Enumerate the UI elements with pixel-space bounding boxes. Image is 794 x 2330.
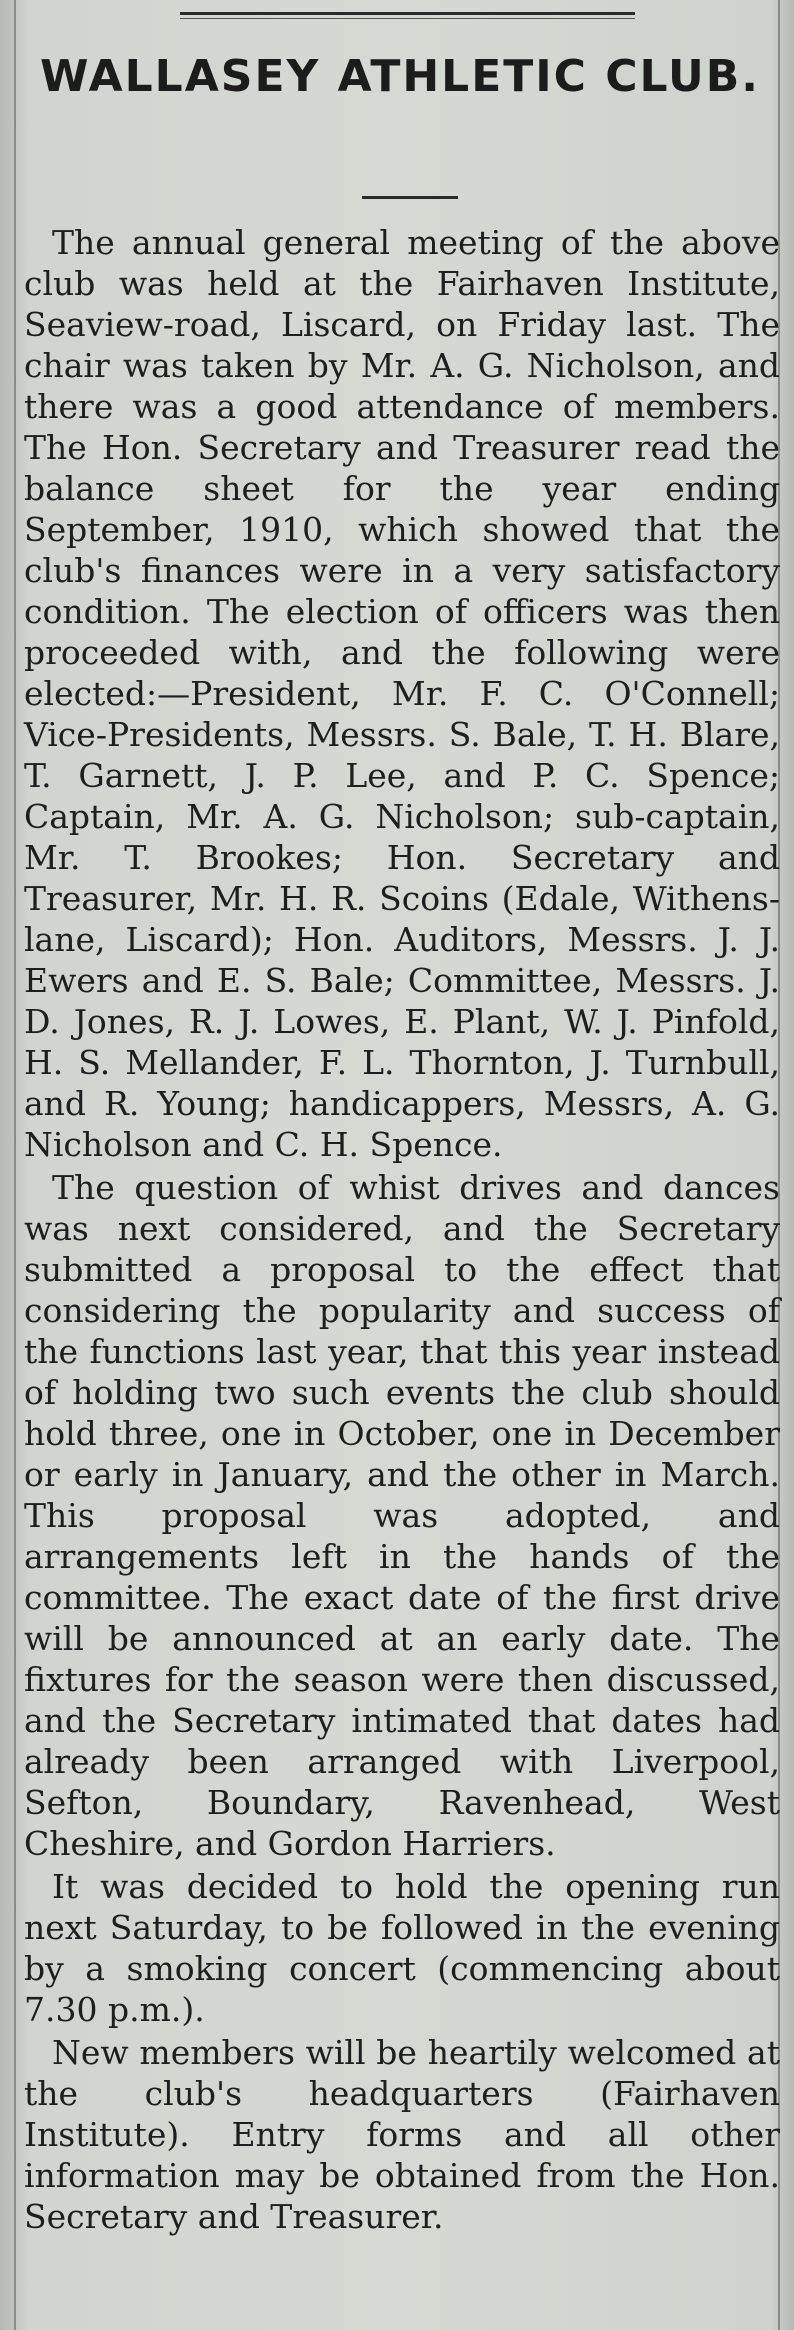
paragraph-opening-run: It was decided to hold the opening run next Saturday, to be followed in the evening by a smoking concert (commencing about 7.30 p.m.). (24, 1867, 780, 2029)
headline-rule (362, 196, 458, 199)
top-rule (180, 12, 635, 15)
column-rule-left (14, 0, 16, 2330)
paragraph-whist-drives: The question of whist drives and dances was next considered, and the Secretary submitted a proposal to the effect that considering the popularity and success of the functions last year, that this year instead of holding two such events the club should hold three, one in October, one in December or early in January, and the other in March. This proposal was adopted, and arrangements left in the hands of the committee. The exact date of the first drive will be announced at an early date. The fixtures for the season were then discussed, and the Secretary intimated that dates had already been arranged with Liverpool, Sefton, Boundary, Ravenhead, West Cheshire, and Gordon Harriers. (24, 1168, 780, 1863)
article-body (24, 222, 780, 2239)
headline: WALLASEY ATHLETIC CLUB. (40, 51, 760, 102)
paragraph-agm: The annual general meeting of the above club was held at the Fairhaven Institute, Seaview-road, Liscard, on Friday last. The chair was taken by Mr. A. G. Nicholson, and there was a good attendance of members. The Hon. Secretary and Treasurer read the balance sheet for the year ending September, 1910, which showed that the club's finances were in a very satisfactory condition. The election of officers was then proceeded with, and the following were elected:—President, Mr. F. C. O'Connell; Vice-Presidents, Messrs. S. Bale, T. H. Blare, T. Garnett, J. P. Lee, and P. C. Spence; Captain, Mr. A. G. Nicholson; sub-captain, Mr. T. Brookes; Hon. Secretary and Treasurer, Mr. H. R. Scoins (Edale, Withens-lane, Liscard); Hon. Auditors, Messrs. J. J. Ewers and E. S. Bale; Committee, Messrs. J. D. Jones, R. J. Lowes, E. Plant, W. J. Pinfold, H. S. Mellander, F. L. Thornton, J. Turnbull, and R. Young; handicappers, Messrs, A. G. Nicholson and C. H. Spence. (24, 223, 780, 1164)
paragraph-new-members: New members will be heartily welcomed at the club's headquarters (Fairhaven Institute). Entry forms and all other information may be obtained from the Hon. Secretary and Treasurer. (24, 2033, 780, 2236)
top-rule-thin (180, 18, 635, 19)
